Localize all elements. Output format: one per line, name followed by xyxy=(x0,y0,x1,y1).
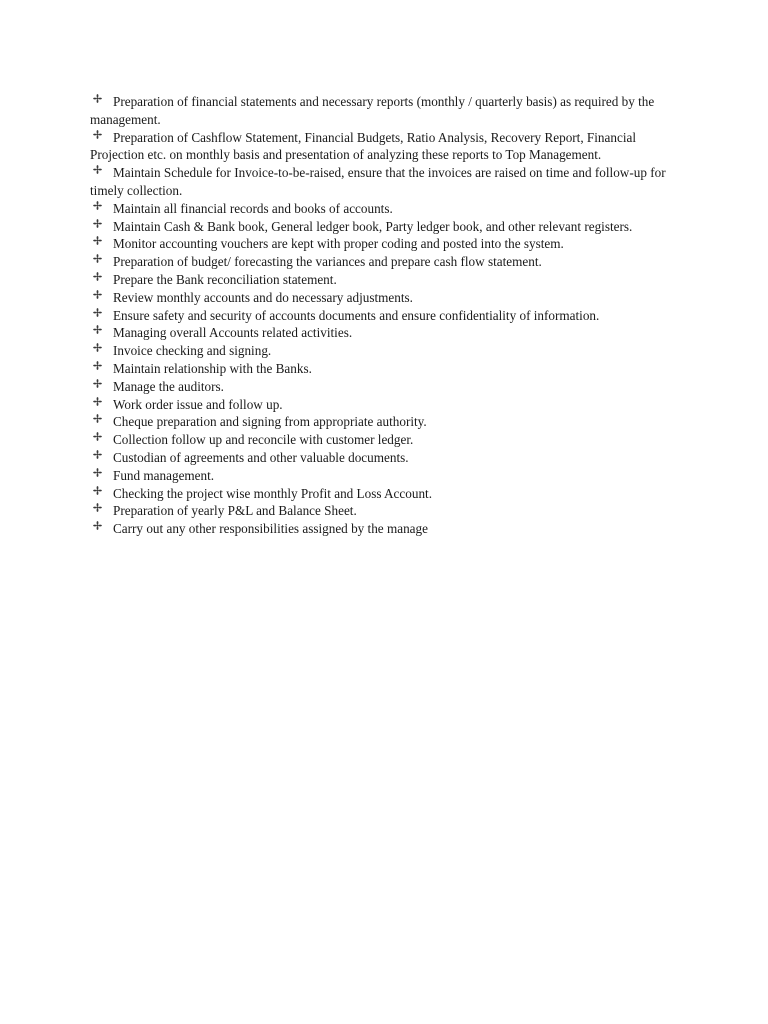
star-flower-bullet-icon xyxy=(90,502,113,520)
list-item-text: Manage the auditors. xyxy=(113,378,224,394)
star-flower-bullet-icon xyxy=(90,307,113,325)
list-item-text: Preparation of yearly P&L and Balance Sheet. xyxy=(113,503,357,519)
list-item xyxy=(90,253,678,271)
list-item-text: Managing overall Accounts related activities. xyxy=(113,325,353,341)
list-item xyxy=(90,129,678,165)
list-item-text: Carry out any other responsibilities assigned by the manage xyxy=(113,521,428,537)
star-flower-bullet-icon xyxy=(90,253,113,271)
list-item xyxy=(90,289,678,307)
list-item xyxy=(90,307,678,325)
list-item xyxy=(90,218,678,236)
list-item xyxy=(90,431,678,449)
list-item-text: Invoice checking and signing. xyxy=(113,343,272,359)
star-flower-bullet-icon xyxy=(90,520,113,538)
list-item-text: Checking the project wise monthly Profit and Loss Account. xyxy=(113,485,433,501)
list-item xyxy=(90,413,678,431)
list-item xyxy=(90,200,678,218)
list-item-text: Maintain Cash & Bank book, General ledger book, Party ledger book, and other relevant registers. xyxy=(113,218,633,234)
list-item-text: Preparation of Cashflow Statement, Financial Budgets, Ratio Analysis, Recovery Report, Financial Projection etc. on monthly basis and presentation of analyzing these reports to Top Management. xyxy=(90,129,637,163)
list-item xyxy=(90,324,678,342)
star-flower-bullet-icon xyxy=(90,467,113,485)
list-item-text: Custodian of agreements and other valuable documents. xyxy=(113,449,409,465)
list-item-text: Maintain Schedule for Invoice-to-be-raised, ensure that the invoices are raised on time and follow-up for timely collection. xyxy=(90,165,666,198)
list-item-text: Collection follow up and reconcile with customer ledger. xyxy=(113,432,414,448)
star-flower-bullet-icon xyxy=(90,378,113,396)
list-item-text: Monitor accounting vouchers are kept with proper coding and posted into the system. xyxy=(113,236,564,252)
star-flower-bullet-icon xyxy=(90,342,113,360)
star-flower-bullet-icon xyxy=(90,360,113,378)
list-item-text: Prepare the Bank reconciliation statement. xyxy=(113,271,337,287)
star-flower-bullet-icon xyxy=(90,271,113,289)
star-flower-bullet-icon xyxy=(90,235,113,253)
list-item xyxy=(90,467,678,485)
list-item-text: Fund management. xyxy=(113,467,215,483)
star-flower-bullet-icon xyxy=(90,485,113,503)
list-item xyxy=(90,378,678,396)
list-item xyxy=(90,502,678,520)
list-item xyxy=(90,360,678,378)
star-flower-bullet-icon xyxy=(90,431,113,449)
star-flower-bullet-icon xyxy=(90,129,113,147)
list-item xyxy=(90,520,678,538)
list-item xyxy=(90,485,678,503)
list-item-text: Maintain all financial records and books of accounts. xyxy=(113,200,393,216)
list-item xyxy=(90,342,678,360)
list-item xyxy=(90,449,678,467)
star-flower-bullet-icon xyxy=(90,449,113,467)
star-flower-bullet-icon xyxy=(90,218,113,236)
list-item-text: Ensure safety and security of accounts documents and ensure confidentiality of information. xyxy=(113,307,600,323)
responsibilities-list xyxy=(90,93,678,538)
star-flower-bullet-icon xyxy=(90,324,113,342)
star-flower-bullet-icon xyxy=(90,93,113,111)
list-item-text: Preparation of budget/ forecasting the variances and prepare cash flow statement. xyxy=(113,254,542,270)
star-flower-bullet-icon xyxy=(90,396,113,414)
list-item xyxy=(90,271,678,289)
list-item-text: Work order issue and follow up. xyxy=(113,396,283,412)
list-item xyxy=(90,235,678,253)
list-item-text: Preparation of financial statements and necessary reports (monthly / quarterly basis) as required by the management. xyxy=(90,94,655,127)
list-item xyxy=(90,164,678,200)
star-flower-bullet-icon xyxy=(90,200,113,218)
list-item xyxy=(90,396,678,414)
star-flower-bullet-icon xyxy=(90,289,113,307)
list-item-text: Cheque preparation and signing from appropriate authority. xyxy=(113,414,427,430)
star-flower-bullet-icon xyxy=(90,413,113,431)
list-item xyxy=(90,93,678,129)
list-item-text: Review monthly accounts and do necessary adjustments. xyxy=(113,289,413,305)
list-item-text: Maintain relationship with the Banks. xyxy=(113,360,312,376)
star-flower-bullet-icon xyxy=(90,164,113,182)
